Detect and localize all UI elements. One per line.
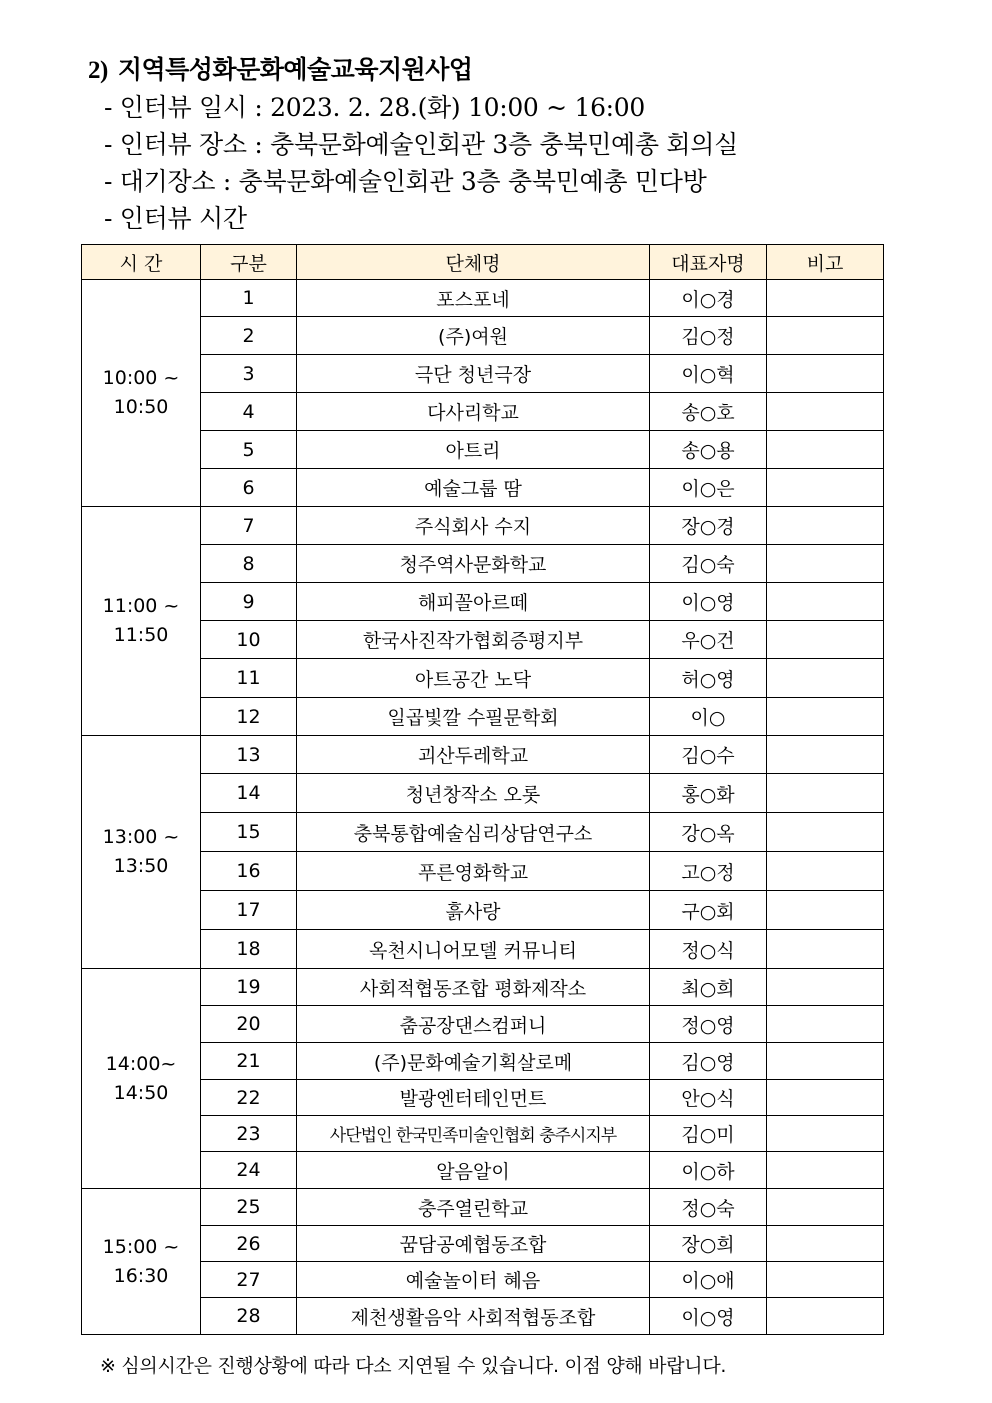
organization-name-cell: 괴산두레학교: [297, 736, 650, 774]
table-row: [82, 431, 884, 469]
organization-name-cell: 해피꼴아르떼: [297, 583, 650, 621]
time-slot-end: 16:30: [113, 1264, 169, 1287]
row-number-cell: 6: [201, 469, 297, 507]
footnote: ※ 심의시간은 진행상황에 따라 다소 지연될 수 있습니다. 이점 양해 바랍니다.: [100, 1355, 727, 1377]
representative-cell: 최○희: [650, 969, 767, 1006]
row-number-cell: 25: [201, 1189, 297, 1226]
representative-cell: 장○희: [650, 1226, 767, 1262]
organization-name-cell: 제천생활음악 사회적협동조합: [297, 1298, 650, 1335]
organization-name-cell: 옥천시니어모델 커뮤니티: [297, 930, 650, 969]
representative-cell: 송○용: [650, 431, 767, 469]
representative-cell: 안○식: [650, 1080, 767, 1116]
time-slot-start: 13:00 ~: [102, 826, 180, 848]
note-cell: [767, 469, 884, 507]
time-slot-start: 10:00 ~: [102, 367, 180, 389]
representative-cell: 장○경: [650, 507, 767, 545]
row-number-cell: 16: [201, 852, 297, 891]
table-row: [82, 1226, 884, 1262]
table-row: [82, 583, 884, 621]
organization-name-cell: (주)여원: [297, 317, 650, 355]
representative-cell: 정○영: [650, 1006, 767, 1043]
note-cell: [767, 659, 884, 698]
header-representative: 대표자명: [650, 245, 767, 280]
time-slot-end: 10:50: [113, 396, 169, 418]
representative-cell: 김○정: [650, 317, 767, 355]
header-organization: 단체명: [297, 245, 650, 280]
table-row: [82, 1298, 884, 1335]
note-cell: [767, 1262, 884, 1298]
row-number-cell: 1: [201, 280, 297, 317]
note-cell: [767, 1043, 884, 1080]
info-waiting-line: - 대기장소 : 충북문화예술인회관 3층 충북민예총 민다방: [104, 167, 707, 196]
row-number-cell: 21: [201, 1043, 297, 1080]
representative-cell: 우○건: [650, 621, 767, 659]
section-number: 2): [88, 57, 108, 84]
table-body: [82, 280, 884, 1335]
info-location-line: - 인터뷰 장소 : 충북문화예술인회관 3층 충북민예총 회의실: [104, 130, 738, 159]
table-row: [82, 469, 884, 507]
table-row: [82, 698, 884, 736]
organization-name-cell: 주식회사 수지: [297, 507, 650, 545]
organization-name-cell: 흙사랑: [297, 891, 650, 930]
representative-cell: 송○호: [650, 393, 767, 431]
row-number-cell: 20: [201, 1006, 297, 1043]
representative-cell: 이○혁: [650, 355, 767, 393]
note-cell: [767, 431, 884, 469]
note-cell: [767, 1006, 884, 1043]
row-number-cell: 10: [201, 621, 297, 659]
representative-cell: 홍○화: [650, 774, 767, 813]
row-number-cell: 22: [201, 1080, 297, 1116]
note-cell: [767, 969, 884, 1006]
representative-cell: 이○하: [650, 1152, 767, 1189]
table-row: [82, 736, 884, 774]
time-slot-cell: [82, 1189, 201, 1335]
note-cell: [767, 813, 884, 852]
note-cell: [767, 1116, 884, 1152]
section-title: 지역특성화문화예술교육지원사업: [117, 55, 473, 84]
organization-name-cell: 청주역사문화학교: [297, 545, 650, 583]
row-number-cell: 26: [201, 1226, 297, 1262]
note-cell: [767, 1152, 884, 1189]
row-number-cell: 19: [201, 969, 297, 1006]
table-row: [82, 545, 884, 583]
table-row: [82, 813, 884, 852]
note-cell: [767, 583, 884, 621]
representative-cell: 허○영: [650, 659, 767, 698]
representative-cell: 강○옥: [650, 813, 767, 852]
header-note: 비고: [767, 245, 884, 280]
row-number-cell: 13: [201, 736, 297, 774]
info-date-line: - 인터뷰 일시 : 2023. 2. 28.(화) 10:00 ~ 16:00: [104, 93, 646, 122]
representative-cell: 이○영: [650, 583, 767, 621]
table-row: [82, 930, 884, 969]
representative-cell: 이○: [650, 698, 767, 736]
organization-name-cell: 한국사진작가협회증평지부: [297, 621, 650, 659]
header-number: 구분: [201, 245, 297, 280]
representative-cell: 김○숙: [650, 545, 767, 583]
row-number-cell: 8: [201, 545, 297, 583]
time-slot-cell: [82, 736, 201, 969]
representative-cell: 이○은: [650, 469, 767, 507]
note-cell: [767, 891, 884, 930]
organization-name-cell: 예술그룹 땀: [297, 469, 650, 507]
table-row: [82, 317, 884, 355]
row-number-cell: 3: [201, 355, 297, 393]
table-row: [82, 280, 884, 317]
time-slot-cell: [82, 969, 201, 1189]
row-number-cell: 15: [201, 813, 297, 852]
interview-schedule-table: [81, 244, 884, 1335]
table-row: [82, 1189, 884, 1226]
time-slot-start: 11:00 ~: [102, 595, 180, 617]
organization-name-cell: 푸른영화학교: [297, 852, 650, 891]
note-cell: [767, 1226, 884, 1262]
row-number-cell: 24: [201, 1152, 297, 1189]
row-number-cell: 27: [201, 1262, 297, 1298]
table-row: [82, 969, 884, 1006]
info-schedule-line: - 인터뷰 시간: [104, 204, 247, 233]
table-row: [82, 1006, 884, 1043]
representative-cell: 정○식: [650, 930, 767, 969]
row-number-cell: 7: [201, 507, 297, 545]
note-cell: [767, 736, 884, 774]
row-number-cell: 18: [201, 930, 297, 969]
note-cell: [767, 1298, 884, 1335]
section-heading: [88, 50, 473, 86]
organization-name-cell: 다사리학교: [297, 393, 650, 431]
header-time: 시 간: [82, 245, 201, 280]
table-row: [82, 507, 884, 545]
note-cell: [767, 507, 884, 545]
representative-cell: 김○수: [650, 736, 767, 774]
organization-name-cell: 사단법인 한국민족미술인협회 충주시지부: [297, 1116, 650, 1152]
table-row: [82, 891, 884, 930]
note-cell: [767, 393, 884, 431]
organization-name-cell: 일곱빛깔 수필문학회: [297, 698, 650, 736]
table-row: [82, 621, 884, 659]
organization-name-cell: 알음알이: [297, 1152, 650, 1189]
note-cell: [767, 1080, 884, 1116]
time-slot-start: 15:00 ~: [102, 1235, 180, 1258]
note-cell: [767, 355, 884, 393]
time-slot-cell: [82, 280, 201, 507]
representative-cell: 김○미: [650, 1116, 767, 1152]
table-row: [82, 1043, 884, 1080]
representative-cell: 구○회: [650, 891, 767, 930]
row-number-cell: 11: [201, 659, 297, 698]
table-row: [82, 355, 884, 393]
organization-name-cell: 청년창작소 오롯: [297, 774, 650, 813]
organization-name-cell: 충주열린학교: [297, 1189, 650, 1226]
note-cell: [767, 317, 884, 355]
representative-cell: 김○영: [650, 1043, 767, 1080]
note-cell: [767, 774, 884, 813]
row-number-cell: 5: [201, 431, 297, 469]
representative-cell: 정○숙: [650, 1189, 767, 1226]
organization-name-cell: 포스포네: [297, 280, 650, 317]
row-number-cell: 2: [201, 317, 297, 355]
organization-name-cell: 충북통합예술심리상담연구소: [297, 813, 650, 852]
table-row: [82, 1116, 884, 1152]
table-row: [82, 659, 884, 698]
row-number-cell: 9: [201, 583, 297, 621]
row-number-cell: 4: [201, 393, 297, 431]
organization-name-cell: 극단 청년극장: [297, 355, 650, 393]
row-number-cell: 28: [201, 1298, 297, 1335]
table-row: [82, 393, 884, 431]
organization-name-cell: 사회적협동조합 평화제작소: [297, 969, 650, 1006]
row-number-cell: 12: [201, 698, 297, 736]
note-cell: [767, 930, 884, 969]
table-row: [82, 1152, 884, 1189]
time-slot-start: 14:00~: [105, 1052, 177, 1075]
time-slot-end: 13:50: [113, 855, 169, 877]
note-cell: [767, 852, 884, 891]
note-cell: [767, 1189, 884, 1226]
representative-cell: 이○경: [650, 280, 767, 317]
note-cell: [767, 698, 884, 736]
organization-name-cell: 꿈담공예협동조합: [297, 1226, 650, 1262]
time-slot-end: 14:50: [113, 1081, 169, 1104]
table-row: [82, 852, 884, 891]
time-slot-cell: [82, 507, 201, 736]
organization-name-cell: 아트공간 노닥: [297, 659, 650, 698]
organization-name-cell: 예술놀이터 혜음: [297, 1262, 650, 1298]
table-row: [82, 774, 884, 813]
table-row: [82, 1262, 884, 1298]
row-number-cell: 14: [201, 774, 297, 813]
organization-name-cell: 아트리: [297, 431, 650, 469]
representative-cell: 이○영: [650, 1298, 767, 1335]
time-slot-end: 11:50: [113, 624, 169, 646]
row-number-cell: 23: [201, 1116, 297, 1152]
representative-cell: 고○정: [650, 852, 767, 891]
note-cell: [767, 545, 884, 583]
note-cell: [767, 621, 884, 659]
note-cell: [767, 280, 884, 317]
organization-name-cell: (주)문화예술기획살로메: [297, 1043, 650, 1080]
representative-cell: 이○애: [650, 1262, 767, 1298]
table-header-row: [82, 245, 884, 280]
organization-name-cell: 춤공장댄스컴퍼니: [297, 1006, 650, 1043]
organization-name-cell: 발광엔터테인먼트: [297, 1080, 650, 1116]
row-number-cell: 17: [201, 891, 297, 930]
table-row: [82, 1080, 884, 1116]
